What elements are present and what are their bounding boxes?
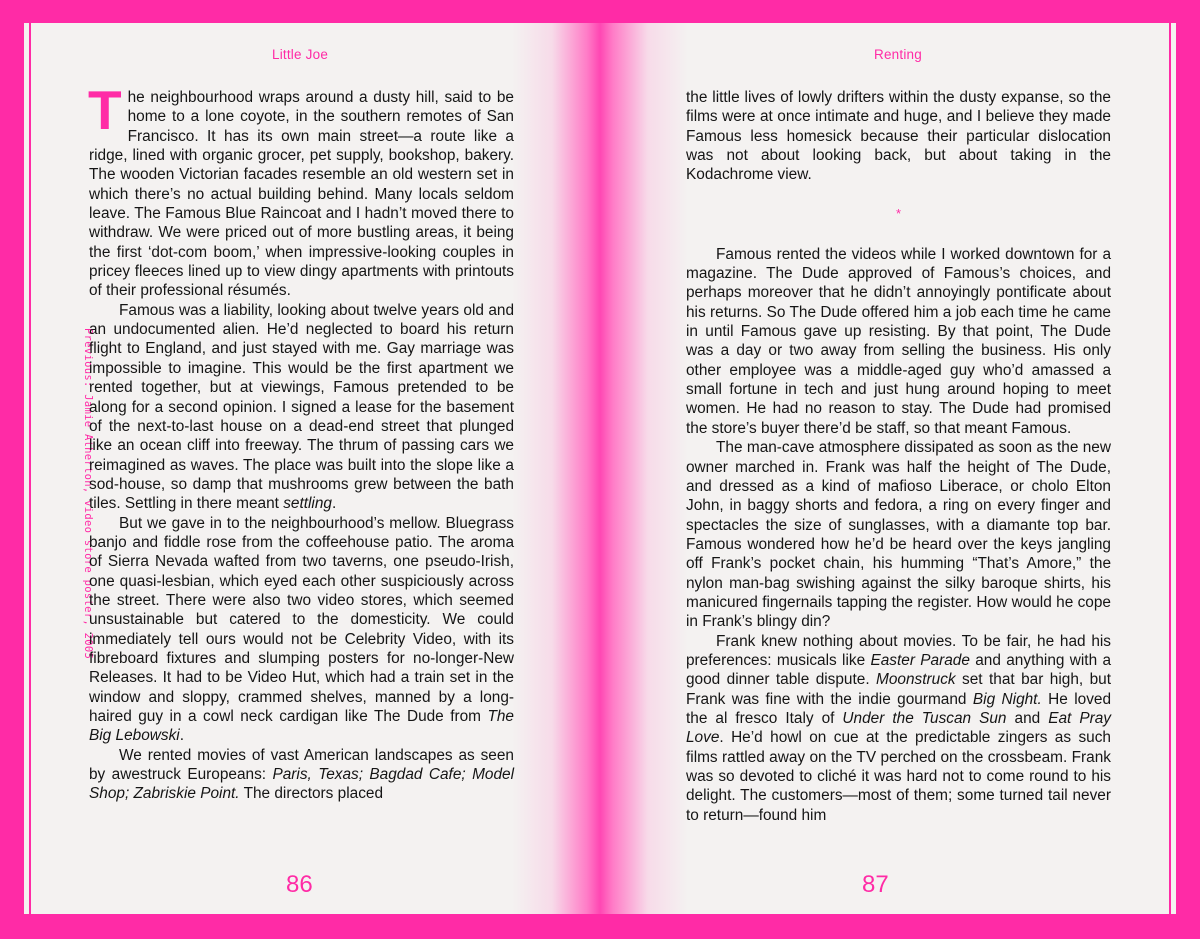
left-page xyxy=(22,23,600,914)
paragraph-text: We rented movies of vast American landscapes as seen by awestruck Europeans: xyxy=(89,746,514,784)
paragraph-text: he neighbourhood wraps around a dusty hill, said to be home to a lone coyote, in the southern remotes of San Francisco. It has its own main street—a route like a ridge, lined with organic grocer, pet supply, bookshop, bakery. The wooden Victorian facades resemble an old western set in which there’s no actual building behind. Many locals seldom leave. The Famous Blue Raincoat and I hadn’t moved there to withdraw. We were priced out of more bustling areas, it being the first ‘dot-com boom,’ when impressive-looking couples in pricey fleeces lined up to view dingy apartments with printouts of their professional résumés. xyxy=(89,89,514,300)
side-caption: Previous: Jamie Atherton, video store poster, 2005 xyxy=(82,328,94,660)
paragraph-text: . xyxy=(179,727,184,745)
paragraph-text: He loved the al fresco Italy of xyxy=(686,690,1112,727)
page-edge-rule xyxy=(1176,23,1178,914)
emphasis: The Big Lebowski xyxy=(89,708,514,745)
section-separator: * xyxy=(895,205,902,221)
paragraph-text: set that bar high, but Frank was fine with the indie gourmand xyxy=(686,671,1111,708)
emphasis: Eat Pray Love xyxy=(686,709,1111,747)
paragraph xyxy=(89,514,514,746)
paragraph-text: and xyxy=(1014,709,1041,727)
running-head-left: Little Joe xyxy=(272,47,329,62)
paragraph-text: . xyxy=(331,495,337,513)
right-page xyxy=(600,23,1178,914)
page-number-right: 87 xyxy=(862,871,889,898)
emphasis: settling xyxy=(283,495,332,513)
paragraph-text: Frank knew nothing about movies. To be fair, he had his preferences: musicals like xyxy=(686,632,1111,669)
paragraph-text: Famous was a liability, looking about twelve years old and an undocumented alien. He’d neglected to board his return flight to England, and just stayed with me. Gay marriage was impossible to imagine. This would be the first apartment we rented together, but at viewings, Famous pretended to be along for a second opinion. I signed a lease for the basement of the next-to-last house on a dead-end street that plunged like an ocean cliff into freeway. The thrum of passing cars we reimagined as waves. The place was built into the slope like a sod-house, so damp that mushrooms grew between the bath tiles. Settling in there meant xyxy=(89,301,514,513)
paragraph xyxy=(89,746,514,804)
emphasis: Under the Tuscan Sun xyxy=(842,709,1007,727)
paragraph: the little lives of lowly drifters within the dusty expanse, so the films were at once intimate and huge, and I believe they made Famous less homesick because their particular dislocation was not about looking back, but about taking in the Kodachrome view. xyxy=(686,89,1111,184)
drop-cap: T xyxy=(88,79,122,141)
right-body-text xyxy=(686,88,1111,825)
page-edge-rule xyxy=(29,23,31,914)
emphasis: Easter Parade xyxy=(870,651,970,669)
paragraph: Famous rented the videos while I worked downtown for a magazine. The Dude approved of Famous’s choices, and perhaps moreover that he didn’t annoyingly pontificate about his returns. So The Dude offered him a job each time he came in until Famous gave up resisting. By that point, The Dude was a day or two away from selling the business. His only other employee was a middle-aged guy who’d amassed a small fortune in tech and just hung around hoping to meet women. He had no reason to stay. The Dude had promised the store’s buyer there’d be staff, so that meant Famous. xyxy=(686,245,1111,437)
paragraph xyxy=(88,79,514,301)
page-number-left: 86 xyxy=(286,871,313,898)
paragraph: The man-cave atmosphere dissipated as soon as the new owner marched in. Frank was half the height of The Dude, and dressed as a kind of mafioso Liberace, or cholo Elton John, in baggy shorts and fedora, a ring on every finger and spectacles the size of sunglasses, with a diamante top bar. Famous wondered how he’d be heard over the keys jangling off Frank’s pocket chain, his humming “That’s Amore,” the nylon man-bag swishing against the silky baroque shirts, his manicured fingernails tapping the register. How would he cope in Frank’s blingy din? xyxy=(686,439,1111,631)
emphasis: Moonstruck xyxy=(876,671,956,689)
paragraph-text: and anything with a good dinner table dispute. xyxy=(686,651,1112,689)
emphasis: Big Night. xyxy=(972,690,1042,708)
paragraph xyxy=(89,301,514,514)
page-edge-rule xyxy=(22,23,24,914)
paragraph-text: But we gave in to the neighbourhood’s mellow. Bluegrass banjo and fiddle rose from the coffeehouse patio. The aroma of Sierra Nevada wafted from two taverns, one pseudo-Irish, one quasi-lesbian, which eyed each other suspiciously across the street. There were also two video stores, which seemed unsustainable but catered to the domesticity. We could immediately tell ours would not be Celebrity Video, with its fibreboard fixtures and slumping posters for no-longer-New Releases. It had to be Video Hut, which had a train set in the window and sloppy, crammed shelves, manned by a long-haired guy in a cowl neck cardigan like The Dude from xyxy=(89,514,514,725)
paragraph-text: The directors placed xyxy=(243,785,384,803)
paragraph-text: . He’d howl on cue at the predictable zingers as such films rattled away on the TV perched on the crossbeam. Frank was so devoted to cliché it was hard not to come round to his delight. The customers—most of them; some turned tail never to return—found him xyxy=(686,729,1111,824)
running-head-right: Renting xyxy=(874,47,922,62)
page-edge-rule xyxy=(1169,23,1171,914)
paragraph xyxy=(686,632,1111,825)
emphasis: Paris, Texas; Bagdad Cafe; Model Shop; Zabriskie Point. xyxy=(89,766,514,803)
